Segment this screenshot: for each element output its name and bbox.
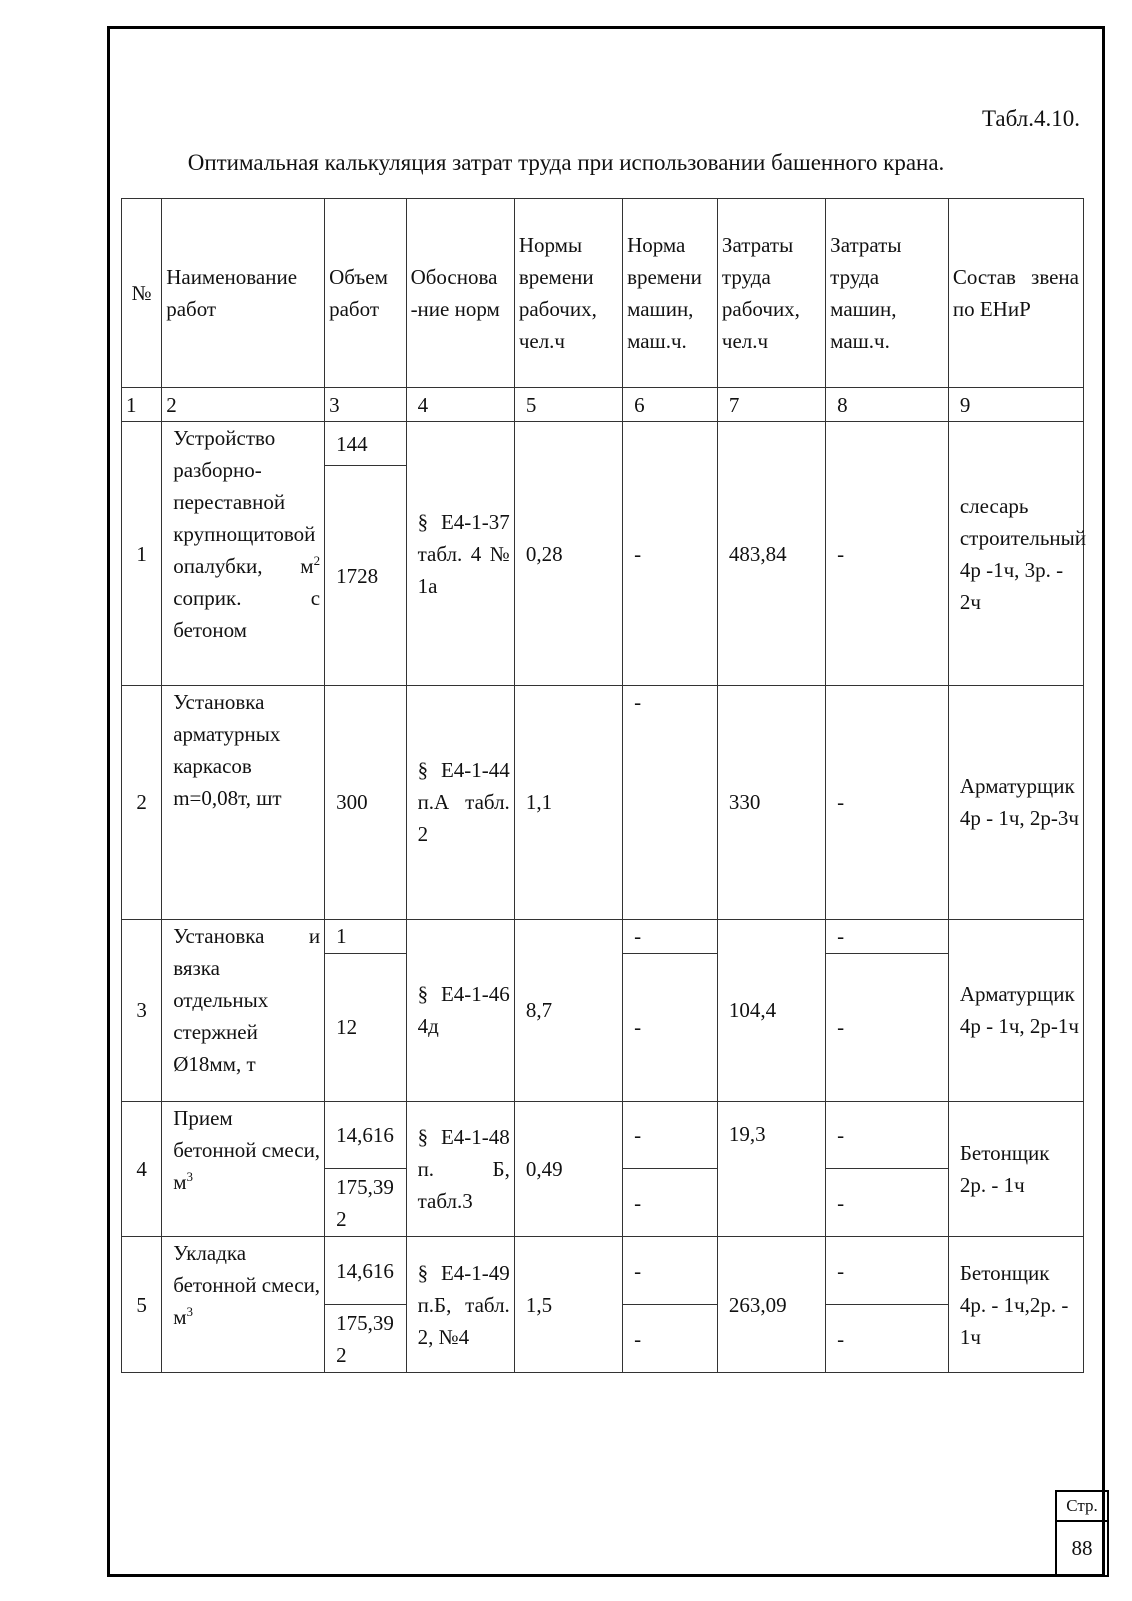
table-row — [122, 919, 1084, 953]
page-number: 88 — [1055, 1520, 1109, 1577]
machine-labor: - — [826, 422, 949, 686]
volume-unit: 14,616 — [325, 1237, 406, 1305]
col-number: 5 — [514, 388, 622, 422]
row-name — [162, 1237, 325, 1373]
workers-labor: 19,3 — [717, 1101, 825, 1237]
norm-basis: § Е4-1-44 п.А табл. 2 — [406, 686, 514, 919]
col-number: 3 — [325, 388, 406, 422]
row-num: 1 — [122, 422, 162, 686]
norm-basis: § Е4-1-48 п. Б, табл.3 — [406, 1101, 514, 1237]
crew: Бетонщик 2р. - 1ч — [948, 1101, 1083, 1237]
machine-labor: - — [826, 686, 949, 919]
col-number: 4 — [406, 388, 514, 422]
row-name — [162, 422, 325, 686]
crew: Арматурщик 4р - 1ч, 2р-1ч — [948, 919, 1083, 1101]
volume-total: 12 — [325, 953, 406, 1101]
workers-time: 1,1 — [514, 686, 622, 919]
header-workers-time: Нормы времени рабочих, чел.ч — [514, 199, 622, 388]
row-name: Установка и вязка отдельных стержней Ø18мм, т — [162, 919, 325, 1101]
machine-time-unit: - — [623, 1237, 718, 1305]
col-number: 7 — [717, 388, 825, 422]
workers-time: 0,49 — [514, 1101, 622, 1237]
crew: Арматурщик 4р - 1ч, 2р-3ч — [948, 686, 1083, 919]
row-num: 2 — [122, 686, 162, 919]
row-name: Установка арматурных каркасов m=0,08т, шт — [162, 686, 325, 919]
machine-labor: - — [826, 1169, 949, 1237]
col-number: 2 — [162, 388, 325, 422]
header-num: № — [122, 199, 162, 388]
col-number: 9 — [948, 388, 1083, 422]
table-row — [122, 1237, 1084, 1305]
header-crew: Состав звена по ЕНиР — [948, 199, 1083, 388]
header-workers-labor: Затраты труда рабочих, чел.ч — [717, 199, 825, 388]
row-name — [162, 1101, 325, 1237]
machine-time-unit: - — [623, 1101, 718, 1169]
table-row — [122, 686, 1084, 919]
machine-labor-unit: - — [826, 1101, 949, 1169]
row-num: 4 — [122, 1101, 162, 1237]
volume-total: 175,392 — [325, 1169, 406, 1237]
table-caption: Оптимальная калькуляция затрат труда при использовании башенного крана. — [187, 150, 945, 175]
table-reference: Табл.4.10. — [981, 106, 1080, 131]
workers-time: 8,7 — [514, 919, 622, 1101]
volume-total: 1728 — [325, 466, 406, 686]
machine-time: - — [623, 1169, 718, 1237]
row-name-text: Укладка бетонной смеси, м — [173, 1241, 321, 1330]
volume-total: 300 — [325, 686, 406, 919]
workers-labor: 263,09 — [717, 1237, 825, 1373]
machine-time-unit: - — [623, 919, 718, 953]
workers-labor: 330 — [717, 686, 825, 919]
header-volume: Объем работ — [325, 199, 406, 388]
row-name-tail: соприк. с бетоном — [173, 586, 321, 643]
header-machine-time: Норма времени машин, маш.ч. — [623, 199, 718, 388]
row-num: 3 — [122, 919, 162, 1101]
machine-time: - — [623, 1305, 718, 1373]
volume-unit: 1 — [325, 919, 406, 953]
labor-calculation-table — [121, 198, 1084, 1373]
row-num: 5 — [122, 1237, 162, 1373]
unit-exponent: 2 — [313, 553, 321, 569]
table-row — [122, 1101, 1084, 1169]
col-number: 1 — [122, 388, 162, 422]
volume-total: 175,392 — [325, 1305, 406, 1373]
unit-exponent: 3 — [186, 1304, 193, 1320]
machine-labor: - — [826, 1305, 949, 1373]
machine-time: - — [623, 953, 718, 1101]
header-machine-labor: Затраты труда машин, маш.ч. — [826, 199, 949, 388]
table-row — [122, 422, 1084, 466]
volume-unit: 144 — [325, 422, 406, 466]
crew: Бетонщик 4р. - 1ч,2р. - 1ч — [948, 1237, 1083, 1373]
page-stamp — [1055, 1490, 1109, 1577]
workers-labor: 483,84 — [717, 422, 825, 686]
norm-basis: § Е4-1-37 табл. 4 № 1а — [406, 422, 514, 686]
machine-time: - — [623, 686, 718, 919]
machine-labor: - — [826, 953, 949, 1101]
workers-time: 1,5 — [514, 1237, 622, 1373]
workers-time: 0,28 — [514, 422, 622, 686]
header-norm-basis: Обоснова -ние норм — [406, 199, 514, 388]
volume-unit: 14,616 — [325, 1101, 406, 1169]
header-name: Наименование работ — [162, 199, 325, 388]
norm-basis: § Е4-1-46 4д — [406, 919, 514, 1101]
norm-basis: § Е4-1-49 п.Б, табл. 2, №4 — [406, 1237, 514, 1373]
workers-labor: 104,4 — [717, 919, 825, 1101]
machine-time: - — [623, 422, 718, 686]
unit-exponent: 3 — [186, 1168, 193, 1184]
page-label: Стр. — [1055, 1490, 1109, 1522]
machine-labor-unit: - — [826, 1237, 949, 1305]
row-name-text: Прием бетонной смеси, м — [173, 1105, 321, 1194]
col-number: 6 — [623, 388, 718, 422]
col-number: 8 — [826, 388, 949, 422]
row-name-text: Устройство разборно-переставной крупнощитовой опалубки, м — [173, 426, 316, 579]
crew: слесарь строительный 4р -1ч, 3р. - 2ч — [948, 422, 1083, 686]
machine-labor-unit: - — [826, 919, 949, 953]
